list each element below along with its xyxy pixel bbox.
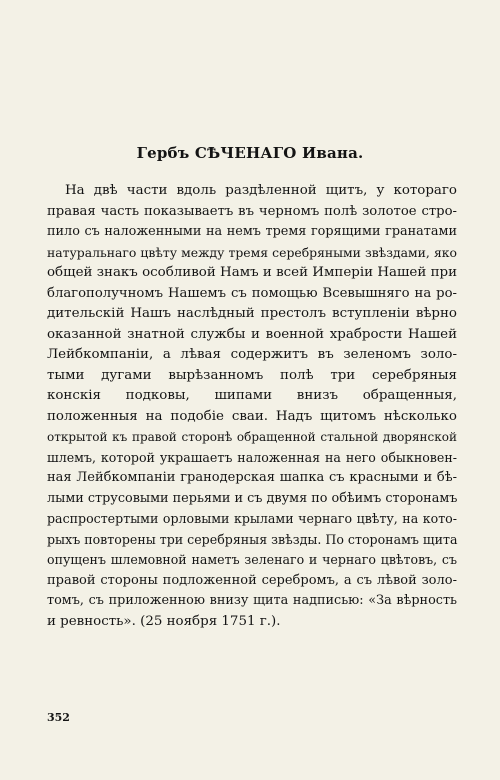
text-line: и ревность». (25 ноября 1751 г.). xyxy=(47,613,281,629)
body-paragraph xyxy=(47,181,457,632)
text-line: дительскій Нашъ наслѣдный престолъ вступленіи вѣрно xyxy=(47,306,457,321)
text-line: тыми дугами вырѣзанномъ полѣ три серебряныя xyxy=(47,367,457,383)
text-line: открытой къ правой сторонѣ обращенной стальной дворянской xyxy=(47,430,457,444)
text-line: распростертыми орловыми крылами чернаго цвѣту, на кото- xyxy=(47,511,457,526)
text-line: шлемъ, которой украшаетъ наложенная на него обыкновен- xyxy=(47,449,457,465)
text-line: На двѣ части вдоль раздѣленной щитъ, у котораго xyxy=(65,183,457,198)
text-line: ная Лейбкомпаніи гранодерская шапка съ красными и бѣ- xyxy=(47,470,457,485)
text-line: Лейбкомпаніи, а лѣвая содержитъ въ зеленомъ золо- xyxy=(47,347,457,362)
text-line: конскія подковы, шипами внизъ обращенныя, xyxy=(47,388,457,403)
text-line: лыми струсовыми перьями и съ двумя по обѣимъ сторонамъ xyxy=(47,490,458,506)
text-line: оказанной знатной службы и военной храбрости Нашей xyxy=(47,326,457,342)
text-line: правой стороны подложенной серебромъ, а съ лѣвой золо- xyxy=(47,572,457,588)
text-line: рыхъ повторены три серебряныя звѣзды. По сторонамъ щита xyxy=(47,531,458,547)
text-line: натуральнаго цвѣту между тремя серебряными звѣздами, яко xyxy=(47,244,457,260)
text-line: общей знакъ особливой Намъ и всей Имперіи Нашей при xyxy=(47,265,457,280)
text-line: правая часть показываетъ въ черномъ полѣ золотое стро- xyxy=(47,203,457,219)
text-line: благополучномъ Нашемъ съ помощью Всевышняго на ро- xyxy=(47,285,457,301)
page-number: 352 xyxy=(47,711,70,724)
text-line: томъ, съ приложенною внизу щита надписью: «За вѣрность xyxy=(47,593,457,608)
page-title: Гербъ СѢЧЕНАГО Ивана. xyxy=(136,144,364,162)
text-line: пило съ наложенными на немъ тремя горящими гранатами xyxy=(47,224,457,239)
text-line: положенныя на подобіе сваи. Надъ щитомъ нѣсколько xyxy=(47,408,457,424)
text-line: опущенъ шлемовной наметъ зеленаго и чернаго цвѣтовъ, съ xyxy=(47,552,457,567)
